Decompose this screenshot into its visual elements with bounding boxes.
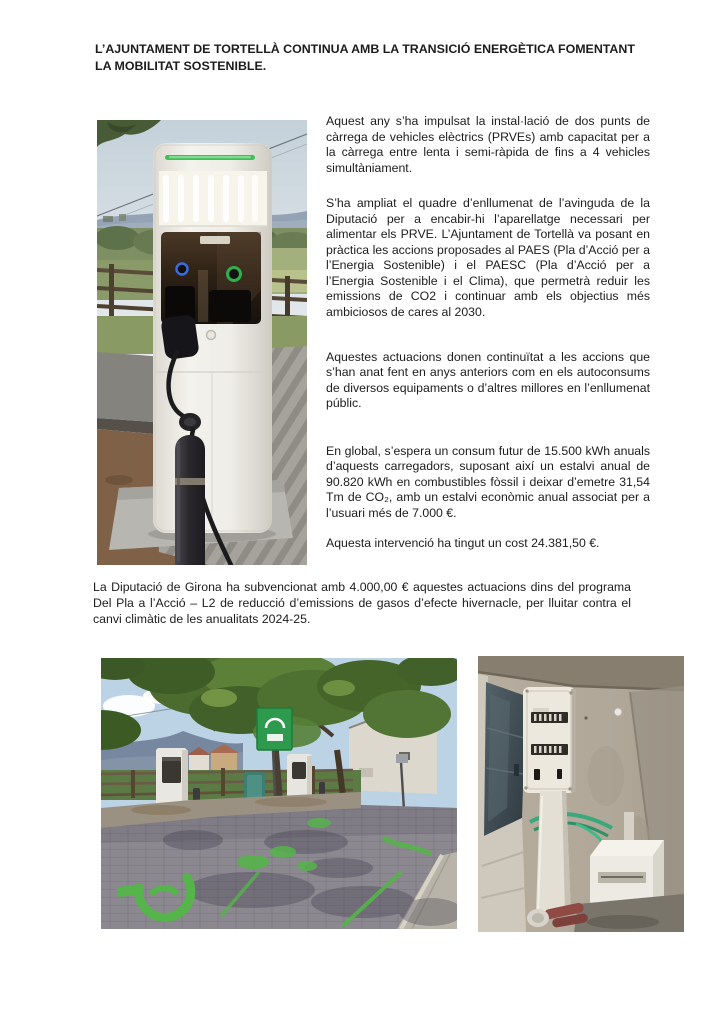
parking-area-photo xyxy=(101,658,457,929)
paragraph-installation: Aquest any s’ha impulsat la instal·lació de dos punts de càrrega de vehicles elèctrics (PRVEs) amb capacitat per a la càrrega entre lenta i semi-ràpida de fins a 4 vehicles simultàniament. xyxy=(326,114,650,175)
bollard xyxy=(175,435,205,565)
metal-cabinet xyxy=(478,674,526,932)
paragraph-continuity: Aquestes actuacions donen continuïtat a les accions que s’han anat fent en anys anteriors com en els autoconsums de diversos equipaments o d’altres millores en l’enllumenat públic. xyxy=(326,349,650,411)
light-panel xyxy=(159,171,267,226)
paragraph-savings: En global, s’espera un consum futur de 15.500 kWh anuals d’aquests carregadors, suposant així un estalvi anual de 90.820 kWh en combustibles fòssil i deixar d’emetre 31,54 Tm de CO₂, amb un estalvi econòmic anual associat per a l’usuari més de 7.000 €. xyxy=(326,443,650,520)
title-line-2: LA MOBILITAT SOSTENIBLE. xyxy=(95,59,267,73)
closing-paragraph: La Diputació de Girona ha subvencionat amb 4.000,00 € aquestes actuacions dins del programa Del Pla a l’Acció – L2 de reducció d’emissions de gasos d’efecte hivernacle, per lluitar contra el canvi climàtic de les anualitats 2024-25. xyxy=(93,580,631,627)
title-line-1: L’AJUNTAMENT DE TORTELLÀ CONTINUA AMB LA TRANSICIÓ ENERGÈTICA FOMENTANT xyxy=(95,42,635,56)
breaker-panel xyxy=(523,687,576,793)
display-window xyxy=(161,232,261,324)
led-strip xyxy=(165,155,255,160)
electrical-cabinet-photo xyxy=(478,656,684,932)
article-text-column xyxy=(326,114,650,552)
ev-charger-photo xyxy=(97,120,307,565)
paragraph-cost: Aquesta intervenció ha tingut un cost 24.381,50 €. xyxy=(326,536,600,551)
paragraph-paes-paesc: S’ha ampliat el quadre d’enllumenat de l’avinguda de la Diputació per a encabir-hi l’aparellatge necessari per alimentar els PRVE. L’Ajuntament de Tortellà va posant en pràctica les accions proposades al PAES (Pla d’Acció per a l’Energia Sostenible) i el PAESC (Pla d’Acció per a l’Energia Sostenible i el Clima), que permetrà reduir les emissions de CO2 i continuar amb els objectius més ambiciosos de cares al 2030. xyxy=(326,196,650,320)
cable-trunking xyxy=(536,791,571,914)
page-title xyxy=(95,41,635,75)
